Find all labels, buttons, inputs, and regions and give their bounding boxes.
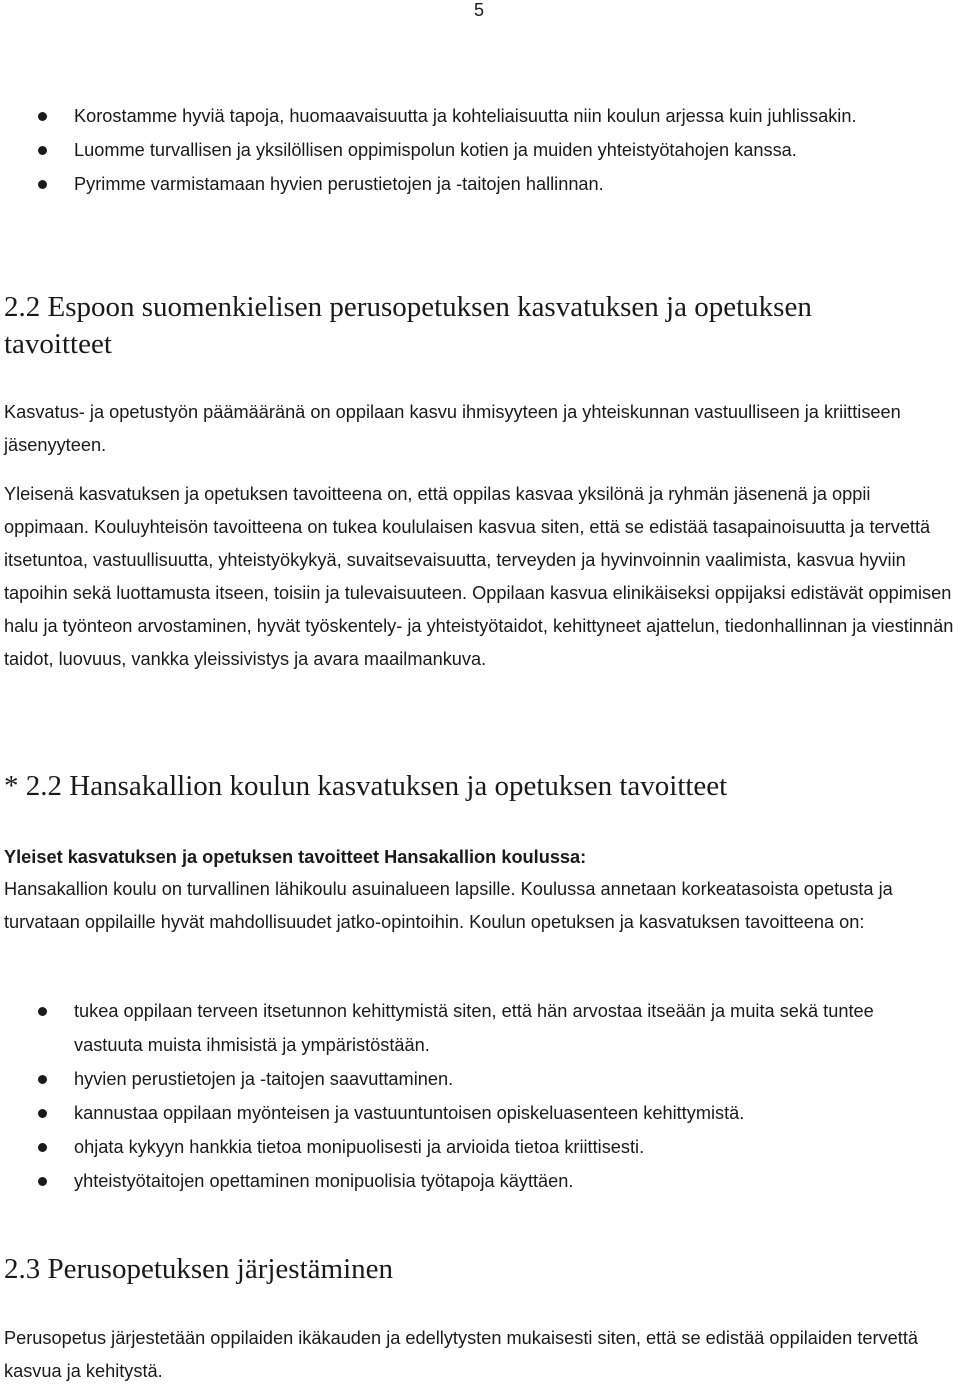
section-heading-2-2: 2.2 Espoon suomenkielisen perusopetuksen kasvatuksen ja opetuksen tavoitteet <box>4 291 812 360</box>
intro-bullet-list <box>0 99 934 201</box>
section-heading-2-3: 2.3 Perusopetuksen järjestäminen <box>4 1253 393 1285</box>
page-number: 5 <box>474 0 485 20</box>
bullet-icon <box>38 112 47 121</box>
list-item-text: Luomme turvallisen ja yksilöllisen oppimispolun kotien ja muiden yhteistyötahojen kanssa. <box>74 140 797 160</box>
section-2-3-paragraph: Perusopetus järjestetään oppilaiden ikäkauden ja edellytysten mukaisesti siten, että se edistää oppilaiden tervettä kasvua ja kehitystä. <box>4 1328 918 1381</box>
hansakallio-subtitle: Yleiset kasvatuksen ja opetuksen tavoitteet Hansakallion koulussa: <box>4 847 587 867</box>
list-item-text: tukea oppilaan terveen itsetunnon kehittymistä siten, että hän arvostaa itseään ja muita sekä tuntee vastuuta muista ihmisistä ja ympäristöstään. <box>74 1001 874 1055</box>
section-2-2-paragraph-2: Yleisenä kasvatuksen ja opetuksen tavoitteena on, että oppilas kasvaa yksilönä ja ryhmän jäsenenä ja oppii oppimaan. Kouluyhteisön tavoitteena on tukea koululaisen kasvua siten, että se edistää tasapainoisuutta ja tervettä itsetuntoa, vastuullisuutta, yhteistyökykyä, suvaitsevaisuutta, terveyden ja hyvinvoinnin vaalimista, kasvua hyviin tapoihin sekä luottamusta itseen, toisiin ja tulevaisuuteen. Oppilaan kasvua elinikäiseksi oppijaksi edistävät oppimisen halu ja työnteon arvostaminen, hyvät työskentely- ja yhteistyötaidot, kehittyneet ajattelun, tiedonhallinnan ja viestinnän taidot, luovuus, vankka yleissivistys ja avara maailmankuva. <box>4 484 954 669</box>
list-item <box>0 133 934 167</box>
bullet-icon <box>38 1177 47 1186</box>
list-item <box>0 1130 934 1164</box>
list-item-text: ohjata kykyyn hankkia tietoa monipuolisesti ja arvioida tietoa kriittisesti. <box>74 1137 645 1157</box>
list-item <box>0 1062 934 1096</box>
bullet-icon <box>38 1143 47 1152</box>
list-item <box>0 1096 934 1130</box>
list-item <box>0 99 934 133</box>
hansakallio-goals-list <box>0 994 934 1198</box>
list-item <box>0 1164 934 1198</box>
bullet-icon <box>38 180 47 189</box>
bullet-icon <box>38 1007 47 1016</box>
bullet-icon <box>38 1075 47 1084</box>
section-2-2-paragraph-1: Kasvatus- ja opetustyön päämääränä on oppilaan kasvu ihmisyyteen ja yhteiskunnan vastuulliseen ja kriittiseen jäsenyyteen. <box>4 402 901 455</box>
list-item-text: yhteistyötaitojen opettaminen monipuolisia työtapoja käyttäen. <box>74 1171 574 1191</box>
list-item-text: Pyrimme varmistamaan hyvien perustietojen ja -taitojen hallinnan. <box>74 174 604 194</box>
list-item-text: kannustaa oppilaan myönteisen ja vastuuntuntoisen opiskeluasenteen kehittymistä. <box>74 1103 745 1123</box>
hansakallio-paragraph: Hansakallion koulu on turvallinen lähikoulu asuinalueen lapsille. Koulussa annetaan korkeatasoista opetusta ja turvataan oppilaille hyvät mahdollisuudet jatko-opintoihin. Koulun opetuksen ja kasvatuksen tavoitteena on: <box>4 879 893 932</box>
bullet-icon <box>38 1109 47 1118</box>
list-item-text: Korostamme hyviä tapoja, huomaavaisuutta ja kohteliaisuutta niin koulun arjessa kuin juhlissakin. <box>74 106 857 126</box>
section-heading-hansakallio: * 2.2 Hansakallion koulun kasvatuksen ja opetuksen tavoitteet <box>4 770 728 802</box>
list-item <box>0 994 934 1062</box>
list-item-text: hyvien perustietojen ja -taitojen saavuttaminen. <box>74 1069 454 1089</box>
bullet-icon <box>38 146 47 155</box>
list-item <box>0 167 934 201</box>
